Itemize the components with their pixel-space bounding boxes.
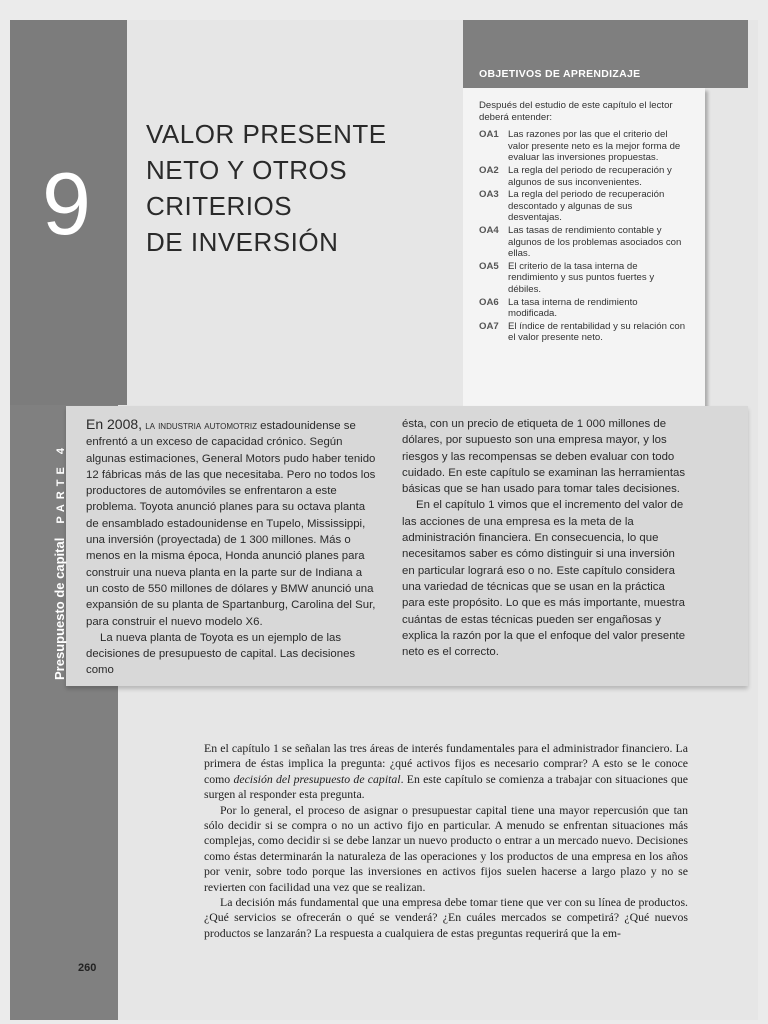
body-text [204,741,688,941]
objectives-heading: OBJETIVOS DE APRENDIZAJE [479,68,641,80]
page-number: 260 [78,962,97,974]
objective-item [479,225,689,260]
chapter-title-line: CRITERIOS [146,191,293,221]
body-emphasis: decisión del presupuesto de capital [233,771,401,786]
body-text-span: En el capítulo 1 se señalan las tres áreas de interés fundamentales para el administrador financiero. La primera de éstas implica la pregunta: ¿qué activos fijos es necesario comprar? A esto se le conoce como [204,741,688,786]
body-paragraph [204,741,688,803]
objective-code: OA2 [479,164,499,176]
objective-code: OA4 [479,224,499,236]
objective-code: OA6 [479,296,499,308]
objective-item [479,321,689,344]
objectives-header [463,20,748,88]
objective-text: Las tasas de rendimiento contable y algunos de los problemas asociados con ellas. [508,224,682,260]
part-sidebar-label [52,410,72,680]
chapter-title [146,116,446,260]
objective-code: OA1 [479,129,499,141]
intro-paragraph: La nueva planta de Toyota es un ejemplo de las decisiones de presupuesto de capital. Las decisiones como [86,631,356,677]
body-text-span: . En este capítulo se comienza a trabajar con situaciones que surgen al responder esta pregunta. [204,771,688,802]
objective-text: La tasa interna de rendimiento modificada. [508,296,638,320]
objective-text: La regla del periodo de recuperación descontado y algunas de sus desventajas. [508,189,665,224]
objective-code: OA7 [479,320,499,332]
objective-item [479,297,689,320]
objective-text: Las razones por las que el criterio del valor presente neto es la mejor forma de evaluar las inversiones propuestas. [508,129,681,164]
objective-item [479,189,689,224]
objective-text: El criterio de la tasa interna de rendimiento y sus puntos fuertes y débiles. [508,260,655,295]
objective-text: La regla del periodo de recuperación y algunos de sus inconvenientes. [508,164,672,188]
chapter-number: 9 [42,154,91,253]
objectives-box [463,88,705,416]
intro-column-left [86,416,376,679]
objective-item [479,261,689,296]
objective-item [479,165,689,188]
body-paragraph: Por lo general, el proceso de asignar o presupuestar capital tiene una mayor repercusión que tan sólo decidir si se compra o no un activo fijo en particular. A menudo se enfrentan situaciones más complejas, como decidir si se debe lanzar un nuevo producto o entrar a un mercado nuevo. Decisiones como éstas determinarán la naturaleza de las operaciones y los productos de una empresa en los años por venir, sobre todo porque las inversiones en activos fijos suelen hacerse a largo plazo y no se revierten con facilidad una vez que se realizan. [204,802,688,894]
chapter-title-line: NETO Y OTROS [146,155,348,185]
objective-item [479,129,689,164]
chapter-title-line: DE INVERSIÓN [146,227,339,257]
part-title: Presupuesto de capital [52,537,67,680]
intro-paragraph-text: estadounidense se enfrentó a un exceso de capacidad crónico. Según algunas estimaciones, General Motors pudo haber tenido 12 fábricas más de las que necesitaba. Pero no todos los productores de automóviles se enfrentaron a este problema. Toyota anunció planes para su octava planta de ensamblado estadounidense en Tupelo, Mississippi, una inversión (proyectada) de 1 300 millones. Más o menos en la misma época, Honda anunció planes para construir una nueva planta en la parte sur de Indiana a un costo de 550 millones de dólares y BMW anunció una expansión de su planta de Spartanburg, Carolina del Sur, para construir el nuevo modelo X6. [86,420,376,628]
intro-lead-smallcaps: la industria automotriz [145,420,257,432]
intro-lead-word: En 2008, [86,416,143,432]
intro-column-right [402,416,690,660]
chapter-title-line: VALOR PRESENTE [146,119,387,149]
intro-paragraph: ésta, con un precio de etiqueta de 1 000 millones de dólares, por supuesto son una empresa mayor, y los riesgos y las recompensas se deben evaluar con todo cuidado. En este capítulo se examinan las herramientas básicas que se han usado para tomar tales decisiones. [402,418,686,496]
part-number: PARTE 4 [55,443,67,524]
intro-paragraph: En el capítulo 1 vimos que el incremento del valor de las acciones de una empresa es la meta de la administración financiera. En consecuencia, lo que necesitamos saber es cómo distinguir si una inversión en particular logrará eso o no. Este capítulo considera una variedad de técnicas que se usan en la práctica para este propósito. Lo que es más importante, muestra cuántas de estas técnicas pueden ser engañosas y explica la razón por la que el enfoque del valor presente neto es el correcto. [402,499,686,659]
objective-code: OA3 [479,189,499,201]
body-paragraph: La decisión más fundamental que una empresa debe tomar tiene que ver con su línea de productos. ¿Qué servicios se ofrecerán o qué se venderá? ¿En cuáles mercados se competirá? ¿Qué nuevos productos se lanzarán? La respuesta a cualquiera de estas preguntas requerirá que la em- [204,895,688,940]
objectives-intro: Después del estudio de este capítulo el lector deberá entender: [479,100,673,123]
objective-text: El índice de rentabilidad y su relación con el valor presente neto. [508,320,686,344]
intro-paragraph [86,416,376,630]
objective-code: OA5 [479,260,499,272]
